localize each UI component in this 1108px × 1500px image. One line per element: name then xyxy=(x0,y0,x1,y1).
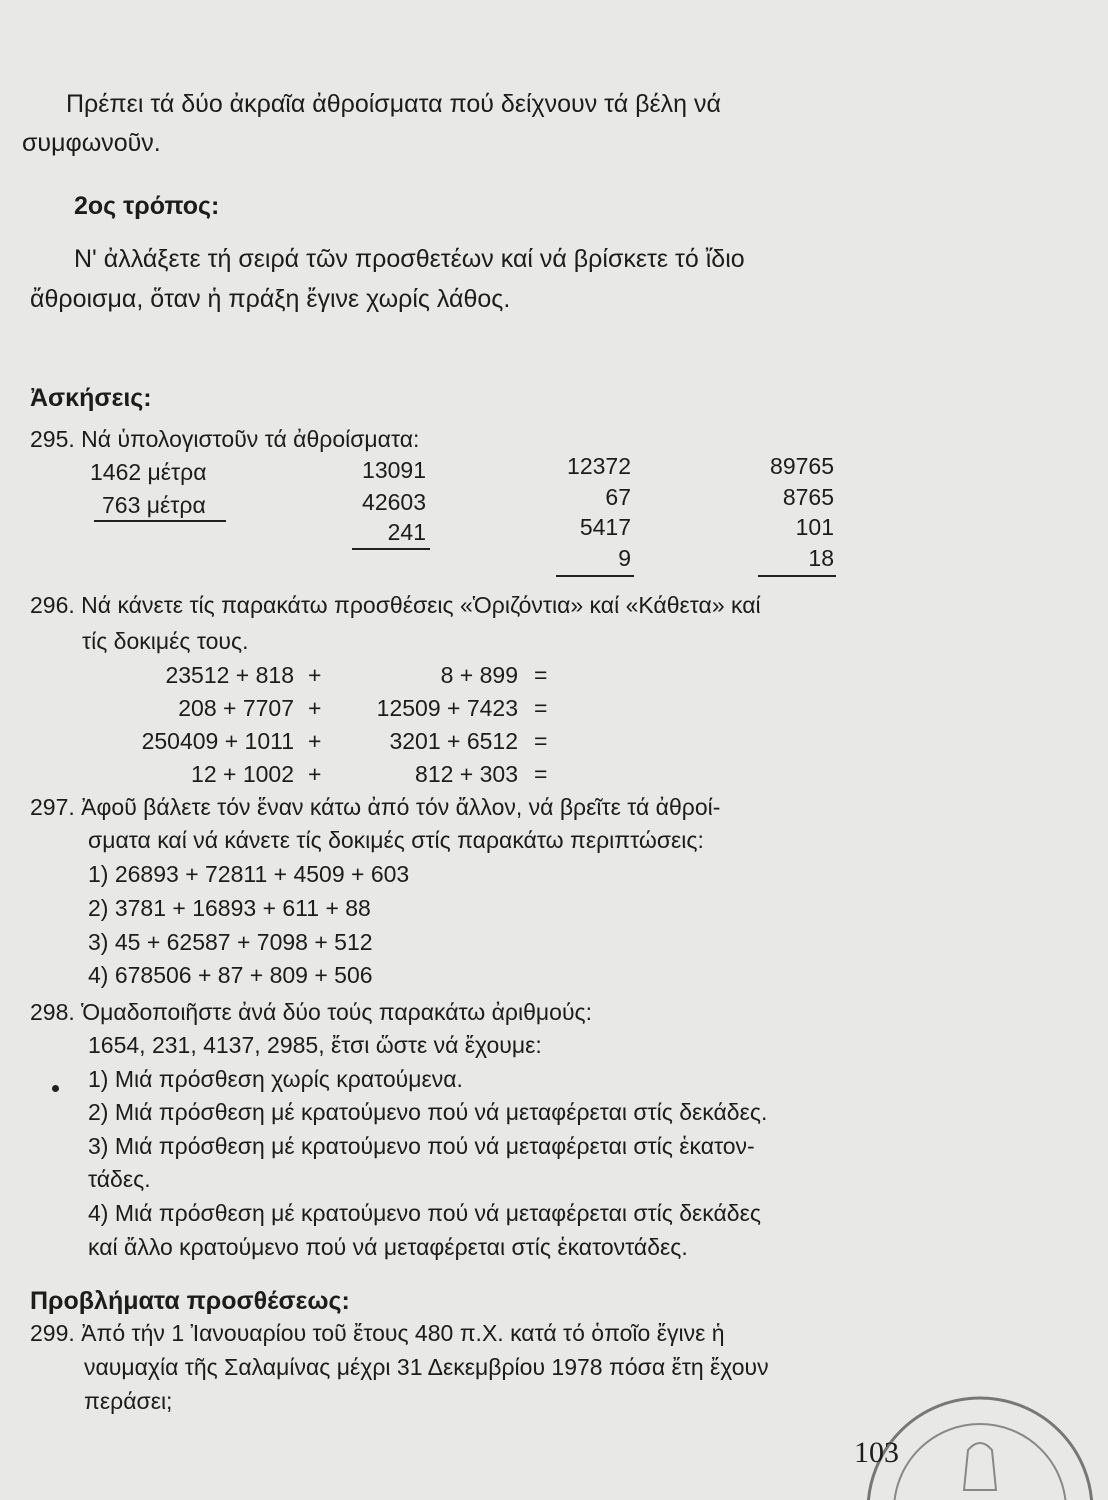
method2-heading: 2ος τρόπος: xyxy=(74,192,220,220)
ex295-col3-row4: 9 xyxy=(618,545,631,571)
ex295-col3-row3: 5417 xyxy=(579,514,631,540)
ex296-row2-eq: = xyxy=(534,695,548,721)
ex297-item-3: 3) 45 + 62587 + 7098 + 512 xyxy=(88,929,373,955)
exercises-heading: Ἀσκήσεις: xyxy=(30,384,152,412)
ex295-col2-sum-line xyxy=(352,548,430,550)
ex298-numbers-line: 1654, 231, 4137, 2985, ἔτσι ὥστε νά ἔχουμε: xyxy=(88,1032,542,1058)
ex295-col1-sum-line xyxy=(94,520,226,522)
ex295-col4-row3: 101 xyxy=(795,514,834,540)
ex296-row3-eq: = xyxy=(534,728,548,754)
ex295-col3-sum-line xyxy=(556,575,634,577)
ex297-title-line-2: σματα καί νά κάνετε τίς δοκιμές στίς παρακάτω περιπτώσεις: xyxy=(88,827,704,853)
ex299-line-3: περάσει; xyxy=(84,1388,173,1414)
ex296-row4-left: 12 + 1002 xyxy=(191,761,294,787)
ex298-item-2: 2) Μιά πρόσθεση μέ κρατούμενο πού νά μεταφέρεται στίς δεκάδες. xyxy=(88,1099,768,1125)
ex295-col1-row2: 763 μέτρα xyxy=(102,492,206,518)
ex298-item-3: 3) Μιά πρόσθεση μέ κρατούμενο πού νά μεταφέρεται στίς ἑκατον- xyxy=(88,1133,755,1159)
ex298-item-1: 1) Μιά πρόσθεση χωρίς κρατούμενα. xyxy=(88,1066,463,1092)
ex295-col2-row1: 13091 xyxy=(362,457,426,483)
intro-line-1: Πρέπει τά δύο ἀκραῖα ἀθροίσματα πού δείχνουν τά βέλη νά xyxy=(66,90,721,118)
ex296-row4-plus: + xyxy=(308,761,322,787)
ex297-item-2: 2) 3781 + 16893 + 611 + 88 xyxy=(88,895,371,921)
ex296-row2-right: 12509 + 7423 xyxy=(376,695,518,721)
ex297-item-1: 1) 26893 + 72811 + 4509 + 603 xyxy=(88,861,410,887)
ex296-row3-left: 250409 + 1011 xyxy=(141,728,294,754)
ex299-line-2: ναυμαχία τῆς Σαλαμίνας μέχρι 31 Δεκεμβρίου 1978 πόσα ἔτη ἔχουν xyxy=(84,1354,769,1380)
ex297-title-line-1: 297. Ἀφοῦ βάλετε τόν ἕναν κάτω ἀπό τόν ἄλλον, νά βρεῖτε τά ἀθροί- xyxy=(30,794,721,820)
ex296-row1-eq: = xyxy=(534,662,548,688)
ex296-row2-plus: + xyxy=(308,695,322,721)
ex296-row2-left: 208 + 7707 xyxy=(178,695,294,721)
bullet-mark xyxy=(52,1085,59,1092)
ex295-col3-row2: 67 xyxy=(605,484,631,510)
ex295-col4-sum-line xyxy=(758,575,836,577)
ex299-line-1: 299. Ἀπό τήν 1 Ἰανουαρίου τοῦ ἔτους 480 π.Χ. κατά τό ὁποῖο ἔγινε ἡ xyxy=(30,1320,725,1346)
ex298-item-3-cont: τάδες. xyxy=(88,1166,151,1192)
ex298-title: 298. Ὁμαδοποιῆστε ἀνά δύο τούς παρακάτω ἀριθμούς: xyxy=(30,999,593,1025)
ex296-title-line-1: 296. Νά κάνετε τίς παρακάτω προσθέσεις «Ὁριζόντια» καί «Κάθετα» καί xyxy=(30,592,761,618)
ex296-row1-plus: + xyxy=(308,662,322,688)
ex295-col4-row2: 8765 xyxy=(782,484,834,510)
ex296-row1-right: 8 + 899 xyxy=(440,662,518,688)
ex296-row3-right: 3201 + 6512 xyxy=(389,728,518,754)
ex295-col3-row1: 12372 xyxy=(567,453,631,479)
ex295-col1-row1: 1462 μέτρα xyxy=(90,459,207,485)
page-number: 103 xyxy=(854,1436,899,1469)
ex296-row4-right: 812 + 303 xyxy=(415,761,518,787)
ex295-col4-row4: 18 xyxy=(808,545,834,571)
problems-heading: Προβλήματα προσθέσεως: xyxy=(30,1287,350,1315)
ex298-item-4: 4) Μιά πρόσθεση μέ κρατούμενο πού νά μεταφέρεται στίς δεκάδες xyxy=(88,1200,761,1226)
method2-line-1: Ν' ἀλλάξετε τή σειρά τῶν προσθετέων καί νά βρίσκετε τό ἴδιο xyxy=(74,245,745,273)
ex295-title: 295. Νά ὑπολογιστοῦν τά ἀθροίσματα: xyxy=(30,426,420,452)
ex296-row3-plus: + xyxy=(308,728,322,754)
intro-line-2: συμφωνοῦν. xyxy=(22,129,161,157)
ex297-item-4: 4) 678506 + 87 + 809 + 506 xyxy=(88,962,373,988)
method2-line-2: ἄθροισμα, ὅταν ἡ πράξη ἔγινε χωρίς λάθος. xyxy=(30,285,511,313)
ex296-row1-left: 23512 + 818 xyxy=(165,662,294,688)
ex295-col2-row3: 241 xyxy=(387,519,426,545)
ex296-title-line-2: τίς δοκιμές τους. xyxy=(82,628,249,654)
ex298-item-4-cont: καί ἄλλο κρατούμενο πού νά μεταφέρεται στίς ἑκατοντάδες. xyxy=(88,1234,688,1260)
ex296-row4-eq: = xyxy=(534,761,548,787)
ex295-col2-row2: 42603 xyxy=(362,489,426,515)
ex295-col4-row1: 89765 xyxy=(770,453,834,479)
